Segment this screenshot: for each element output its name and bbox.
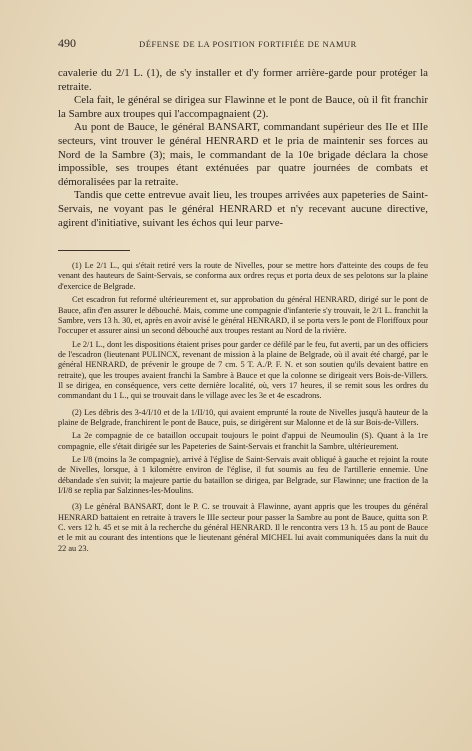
footnote-separator xyxy=(58,250,130,251)
footnote: (3) Le général BANSART, dont le P. C. se trouvait à Flawinne, ayant appris que les troupes du général HENRARD battaient en retraite à travers le IIIe secteur pour passer la Sambre au pont de Bauce, quitta son P. C. vers 12 h. 45 et se mit à la recherche du général HENRARD. Il le rencontra vers 13 h. 15 au pont de Bauce et le mit au courant des intentions que le lieutenant général MICHEL lui avait communiquées dans la nuit du 22 au 23. xyxy=(58,502,428,553)
footnote: Le I/8 (moins la 3e compagnie), arrivé à l'église de Saint-Servais avait obliqué à gauche et rejoint la route de Nivelles, lorsque, à 1 kilomètre environ de l'église, il fut soumis au feu de l'artillerie ennemie. Une débandade s'en suivit; la majeure partie du bataillon se dirigea, par Belgrade, sur Flawinne; une fraction de la I/I/8 se replia par Salzinnes-les-Moulins. xyxy=(58,454,428,495)
paragraph: Au pont de Bauce, le général BANSART, commandant supérieur des IIe et IIIe secteurs, vint trouver le général HENRARD et le pria de maintenir ses forces au Nord de la Sambre (3); mais, le commandant de la 10e brigade déclara la chose impossible, ses troupes étant exténuées par quatre journées de combats et démoralisées par la retraite. xyxy=(58,121,428,188)
page-header xyxy=(58,36,428,51)
footnote: La 2e compagnie de ce bataillon occupait toujours le point d'appui de Neumoulin (S). Quant à la 1re compagnie, elle s'était dirigée sur les Papeteries de Saint-Servais et franchit la Sambre, ultérieurement. xyxy=(58,431,428,451)
footnote: Cet escadron fut reformé ultérieurement et, sur approbation du général HENRARD, dirigé sur le pont de Bauce, afin d'en assurer le débouché. Mais, comme une compagnie d'infanterie s'y trouvait, le 2/1 L. franchit la Sambre, vers 13 h. 30, et, après en avoir avisé le général HENRARD, il se porta vers le pont de Floriffoux pour l'occuper et assurer ainsi un second débouché aux troupes restant au Nord de la rivière. xyxy=(58,295,428,336)
running-title: DÉFENSE DE LA POSITION FORTIFIÉE DE NAMUR xyxy=(139,40,357,49)
footnote: (1) Le 2/1 L., qui s'était retiré vers la route de Nivelles, pour se mettre hors d'atteinte des coups de feu venant des hauteurs de Saint-Servais, se conforma aux ordres reçus et porta deux de ses pelotons sur la plaine d'exercice de Belgrade. xyxy=(58,261,428,291)
footnotes xyxy=(58,261,428,554)
footnote: (2) Les débris des 3-4/I/10 et de la 1/II/10, qui avaient emprunté la route de Nivelles jusqu'à hauteur de la plaine de Belgrade, franchirent le pont de Bauce, puis, se dirigèrent sur Malonne et de là sur Bois-de-Villers. xyxy=(58,407,428,427)
paragraph: Cela fait, le général se dirigea sur Flawinne et le pont de Bauce, où il fit franchir la Sambre aux troupes qui l'accompagnaient (2). xyxy=(58,94,428,120)
footnote: Le 2/1 L., dont les dispositions étaient prises pour garder ce défilé par le feu, fut averti, par un des officiers de l'escadron (lieutenant PULINCX, revenant de mission à la plaine de Belgrade, où il avait été chargé, par le général HENRARD, de prévenir le groupe de 7 cm. 5 T. A./P. F. N. et son soutien qu'ils devaient battre en retraite), que les troupes avaient franchi la Sambre à Bauce et que la colonne se dirigeait vers Bois-de-Villers. Il se dirigea, en conséquence, vers cette dernière localité, où, vers 17 heures, il se remit sous les ordres du commandant du 1 L., qui se trouvait dans le village avec les 3e et 4e escadrons. xyxy=(58,339,428,401)
paragraph: cavalerie du 2/1 L. (1), de s'y installer et d'y former arrière-garde pour protéger la retraite. xyxy=(58,67,428,93)
page-number: 490 xyxy=(58,36,76,50)
main-text xyxy=(58,67,428,230)
paragraph: Tandis que cette entrevue avait lieu, les troupes arrivées aux papeteries de Saint-Servais, ne voyant pas le général HENRARD et n'y recevant aucune directive, agirent d'initiative, suivant les échos qui leur parve- xyxy=(58,189,428,229)
